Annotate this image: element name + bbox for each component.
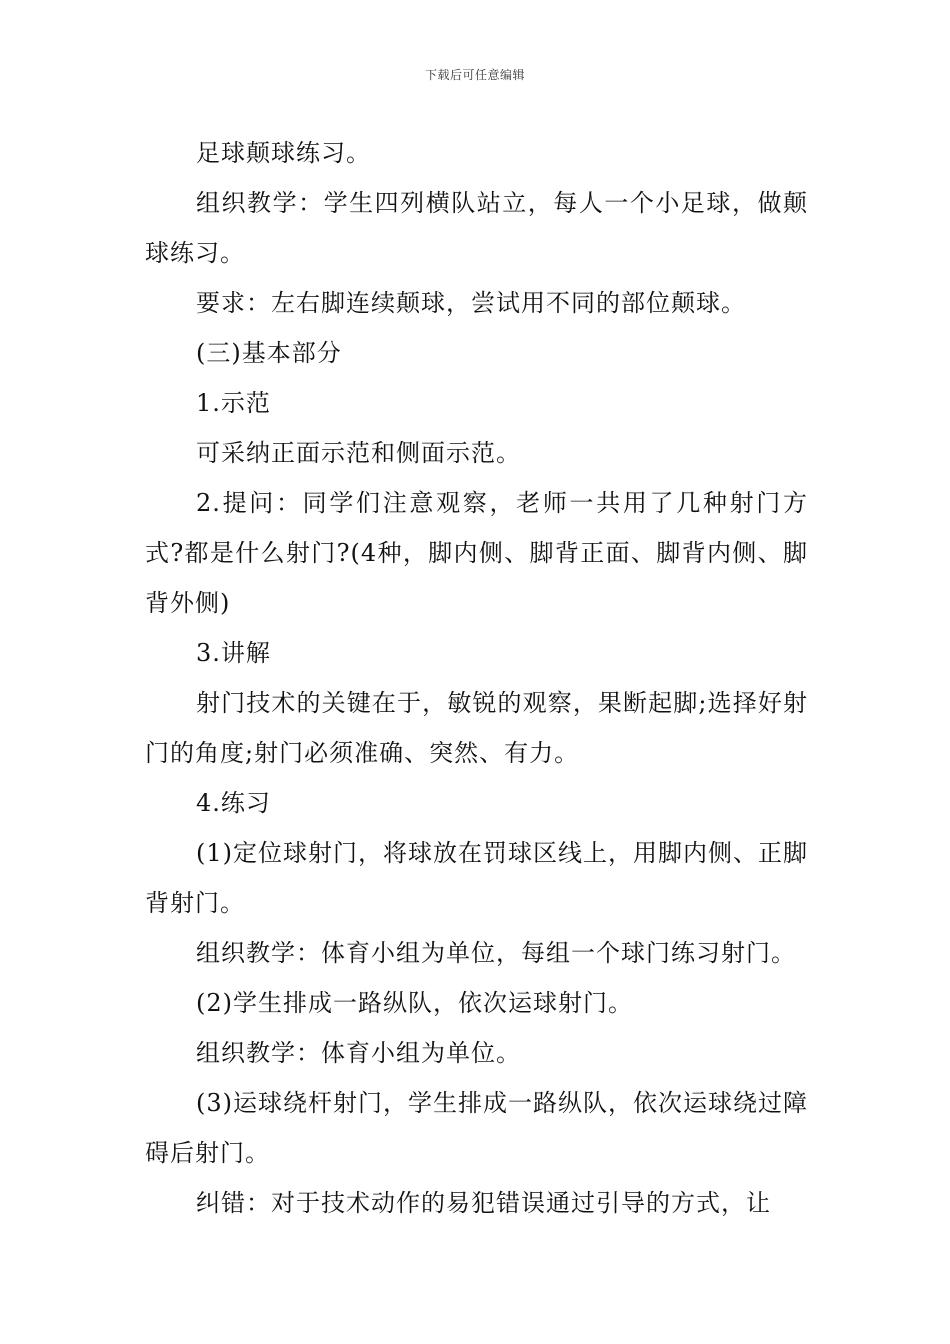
paragraph: 2.提问：同学们注意观察，老师一共用了几种射门方式?都是什么射门?(4种，脚内侧、脚背正面、脚背内侧、脚背外侧) [145, 489, 808, 617]
paragraph: 组织教学：体育小组为单位，每组一个球门练习射门。 [196, 939, 796, 967]
subheading: 4.练习 [196, 789, 271, 817]
section-heading: (三)基本部分 [196, 339, 342, 367]
subheading: 1.示范 [196, 389, 271, 417]
paragraph: 足球颠球练习。 [196, 139, 371, 167]
paragraph: 可采纳正面示范和侧面示范。 [196, 439, 521, 467]
paragraph: (3)运球绕杆射门，学生排成一路纵队，依次运球绕过障碍后射门。 [145, 1089, 808, 1167]
paragraph: 纠错：对于技术动作的易犯错误通过引导的方式，让 [196, 1189, 771, 1217]
page-header-note: 下载后可任意编辑 [424, 68, 525, 82]
paragraph: 射门技术的关键在于，敏锐的观察，果断起脚;选择好射门的角度;射门必须准确、突然、有力。 [145, 689, 808, 767]
paragraph: 组织教学：体育小组为单位。 [196, 1039, 521, 1067]
paragraph: 要求：左右脚连续颠球，尝试用不同的部位颠球。 [196, 289, 746, 317]
paragraph: 组织教学：学生四列横队站立，每人一个小足球，做颠球练习。 [145, 189, 808, 267]
document-body [145, 128, 808, 1228]
subheading: 3.讲解 [196, 639, 271, 667]
paragraph: (2)学生排成一路纵队，依次运球射门。 [196, 989, 633, 1017]
paragraph: (1)定位球射门，将球放在罚球区线上，用脚内侧、正脚背射门。 [145, 839, 808, 917]
